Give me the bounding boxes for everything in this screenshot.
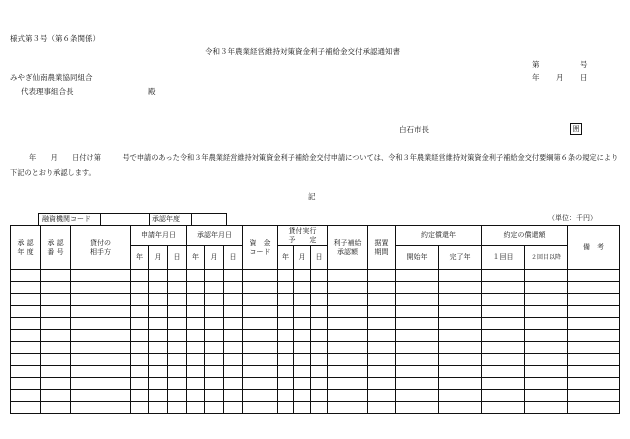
table-cell[interactable] — [294, 354, 311, 366]
header-day: 日 — [168, 246, 187, 270]
table-cell[interactable] — [71, 390, 131, 402]
table-cell[interactable] — [439, 342, 482, 354]
table-cell[interactable] — [71, 354, 131, 366]
table-cell[interactable] — [368, 378, 396, 390]
table-cell[interactable] — [328, 402, 368, 414]
table-cell[interactable] — [568, 294, 620, 306]
table-cell[interactable] — [224, 294, 243, 306]
table-row — [11, 378, 620, 390]
table-cell[interactable] — [525, 318, 568, 330]
table-cell[interactable] — [71, 366, 131, 378]
table-cell[interactable] — [41, 402, 71, 414]
table-cell[interactable] — [525, 342, 568, 354]
table-cell[interactable] — [187, 318, 205, 330]
table-cell[interactable] — [168, 366, 187, 378]
table-cell[interactable] — [278, 306, 294, 318]
table-cell[interactable] — [243, 366, 278, 378]
date-day: 日 — [580, 73, 588, 82]
header-first-time: １回目 — [482, 246, 525, 270]
table-cell[interactable] — [294, 270, 311, 282]
header-day: 日 — [311, 246, 328, 270]
table-cell[interactable] — [11, 330, 41, 342]
table-cell[interactable] — [294, 282, 311, 294]
table-cell[interactable] — [205, 330, 224, 342]
table-cell[interactable] — [368, 270, 396, 282]
table-cell[interactable] — [168, 282, 187, 294]
table-cell[interactable] — [131, 342, 149, 354]
table-cell[interactable] — [568, 330, 620, 342]
table-cell[interactable] — [41, 342, 71, 354]
approval-year-label: 承認年度 — [152, 215, 180, 223]
header-second-after: ２回目以降 — [525, 246, 568, 270]
table-cell[interactable] — [482, 342, 525, 354]
table-cell[interactable] — [11, 390, 41, 402]
table-cell[interactable] — [205, 342, 224, 354]
header-year: 年 — [131, 246, 149, 270]
header-month: 月 — [149, 246, 168, 270]
table-cell[interactable] — [482, 318, 525, 330]
doc-number-suffix: 号 — [580, 60, 588, 69]
table-cell[interactable] — [168, 402, 187, 414]
table-cell[interactable] — [41, 318, 71, 330]
table-cell[interactable] — [131, 378, 149, 390]
table-cell[interactable] — [224, 270, 243, 282]
table-cell[interactable] — [396, 402, 439, 414]
table-cell[interactable] — [11, 318, 41, 330]
table-cell[interactable] — [243, 270, 278, 282]
table-cell[interactable] — [71, 378, 131, 390]
table-cell[interactable] — [224, 378, 243, 390]
table-cell[interactable] — [149, 294, 168, 306]
table-cell[interactable] — [439, 390, 482, 402]
table-cell[interactable] — [328, 378, 368, 390]
table-cell[interactable] — [278, 282, 294, 294]
table-cell[interactable] — [224, 306, 243, 318]
table-cell[interactable] — [294, 378, 311, 390]
table-cell[interactable] — [131, 318, 149, 330]
table-cell[interactable] — [205, 294, 224, 306]
table-cell[interactable] — [224, 402, 243, 414]
header-application-date: 申請年月日 — [131, 226, 187, 246]
table-cell[interactable] — [11, 270, 41, 282]
table-cell[interactable] — [11, 306, 41, 318]
header-approval-year: 承 認 年 度 — [11, 226, 41, 270]
table-cell[interactable] — [525, 294, 568, 306]
table-cell[interactable] — [482, 294, 525, 306]
table-cell[interactable] — [278, 270, 294, 282]
table-cell[interactable] — [311, 378, 328, 390]
table-cell[interactable] — [187, 402, 205, 414]
table-cell[interactable] — [149, 366, 168, 378]
table-cell[interactable] — [41, 270, 71, 282]
table-cell[interactable] — [131, 294, 149, 306]
table-cell[interactable] — [311, 270, 328, 282]
table-row — [11, 330, 620, 342]
table-cell[interactable] — [482, 330, 525, 342]
date-month: 月 — [556, 73, 564, 82]
document-title: 令和３年農業経営維持対策資金利子補給金交付承認通知書 — [205, 47, 400, 56]
table-cell[interactable] — [482, 390, 525, 402]
table-cell[interactable] — [205, 270, 224, 282]
table-cell[interactable] — [71, 342, 131, 354]
table-cell[interactable] — [168, 306, 187, 318]
ki-heading: 記 — [308, 192, 316, 201]
table-cell[interactable] — [11, 354, 41, 366]
table-cell[interactable] — [525, 306, 568, 318]
table-cell[interactable] — [168, 390, 187, 402]
table-cell[interactable] — [224, 354, 243, 366]
table-cell[interactable] — [71, 318, 131, 330]
date-year: 年 — [532, 73, 540, 82]
table-cell[interactable] — [224, 366, 243, 378]
table-cell[interactable] — [482, 306, 525, 318]
table-cell[interactable] — [396, 306, 439, 318]
table-cell[interactable] — [311, 282, 328, 294]
table-cell[interactable] — [525, 354, 568, 366]
table-cell[interactable] — [294, 294, 311, 306]
table-cell[interactable] — [328, 330, 368, 342]
table-cell[interactable] — [71, 330, 131, 342]
table-cell[interactable] — [187, 306, 205, 318]
table-cell[interactable] — [71, 282, 131, 294]
table-cell[interactable] — [368, 354, 396, 366]
table-cell[interactable] — [368, 402, 396, 414]
table-cell[interactable] — [149, 270, 168, 282]
table-cell[interactable] — [439, 402, 482, 414]
table-cell[interactable] — [41, 378, 71, 390]
table-cell[interactable] — [149, 354, 168, 366]
header-remarks: 備 考 — [568, 226, 620, 270]
table-cell[interactable] — [224, 282, 243, 294]
bank-code-label: 融資機関コード — [42, 215, 91, 223]
table-cell[interactable] — [243, 342, 278, 354]
table-cell[interactable] — [243, 294, 278, 306]
table-cell[interactable] — [149, 330, 168, 342]
table-cell[interactable] — [311, 402, 328, 414]
table-cell[interactable] — [311, 318, 328, 330]
table-cell[interactable] — [568, 318, 620, 330]
table-cell[interactable] — [396, 354, 439, 366]
table-cell[interactable] — [525, 378, 568, 390]
header-subsidy-amount: 利子補給 承認額 — [328, 226, 368, 270]
table-cell[interactable] — [11, 402, 41, 414]
addressee-organization: みやぎ仙南農業協同組合 — [10, 73, 93, 82]
table-cell[interactable] — [149, 402, 168, 414]
approval-table — [10, 225, 620, 414]
table-cell[interactable] — [294, 366, 311, 378]
table-cell[interactable] — [278, 342, 294, 354]
table-cell[interactable] — [41, 390, 71, 402]
table-cell[interactable] — [41, 306, 71, 318]
table-cell[interactable] — [187, 366, 205, 378]
table-cell[interactable] — [149, 390, 168, 402]
header-year: 年 — [278, 246, 294, 270]
table-cell[interactable] — [396, 330, 439, 342]
table-cell[interactable] — [396, 294, 439, 306]
table-cell[interactable] — [294, 402, 311, 414]
table-cell[interactable] — [368, 318, 396, 330]
table-cell[interactable] — [205, 402, 224, 414]
table-cell[interactable] — [131, 306, 149, 318]
table-cell[interactable] — [525, 402, 568, 414]
table-cell[interactable] — [149, 282, 168, 294]
table-cell[interactable] — [131, 270, 149, 282]
table-cell[interactable] — [294, 306, 311, 318]
table-cell[interactable] — [368, 390, 396, 402]
table-cell[interactable] — [168, 378, 187, 390]
table-cell[interactable] — [168, 354, 187, 366]
table-cell[interactable] — [368, 366, 396, 378]
table-cell[interactable] — [396, 342, 439, 354]
table-cell[interactable] — [396, 318, 439, 330]
header-repayment-amount: 約定の償還額 — [482, 226, 568, 246]
table-cell[interactable] — [396, 378, 439, 390]
table-row — [11, 294, 620, 306]
table-cell[interactable] — [328, 366, 368, 378]
table-cell[interactable] — [131, 330, 149, 342]
table-cell[interactable] — [328, 342, 368, 354]
table-cell[interactable] — [294, 390, 311, 402]
table-cell[interactable] — [243, 306, 278, 318]
table-cell[interactable] — [328, 354, 368, 366]
table-cell[interactable] — [41, 282, 71, 294]
table-cell[interactable] — [71, 294, 131, 306]
table-cell[interactable] — [568, 282, 620, 294]
header-approval-number: 承 認 番 号 — [41, 226, 71, 270]
table-cell[interactable] — [439, 294, 482, 306]
table-cell[interactable] — [224, 318, 243, 330]
table-cell[interactable] — [187, 378, 205, 390]
table-cell[interactable] — [439, 270, 482, 282]
table-cell[interactable] — [205, 390, 224, 402]
table-cell[interactable] — [439, 366, 482, 378]
table-cell[interactable] — [396, 366, 439, 378]
table-row — [11, 306, 620, 318]
table-cell[interactable] — [278, 330, 294, 342]
honorific: 殿 — [148, 87, 156, 96]
table-body — [11, 270, 620, 414]
table-row — [11, 390, 620, 402]
table-cell[interactable] — [568, 306, 620, 318]
table-cell[interactable] — [311, 390, 328, 402]
table-cell[interactable] — [525, 390, 568, 402]
table-cell[interactable] — [328, 270, 368, 282]
table-cell[interactable] — [41, 354, 71, 366]
table-cell[interactable] — [41, 330, 71, 342]
table-row — [11, 402, 620, 414]
table-cell[interactable] — [568, 354, 620, 366]
table-cell[interactable] — [294, 318, 311, 330]
table-cell[interactable] — [278, 354, 294, 366]
table-cell[interactable] — [224, 330, 243, 342]
table-cell[interactable] — [205, 366, 224, 378]
table-cell[interactable] — [149, 306, 168, 318]
table-cell[interactable] — [187, 282, 205, 294]
table-cell[interactable] — [568, 378, 620, 390]
table-cell[interactable] — [168, 330, 187, 342]
table-cell[interactable] — [243, 354, 278, 366]
table-cell[interactable] — [149, 378, 168, 390]
table-cell[interactable] — [311, 294, 328, 306]
table-cell[interactable] — [11, 342, 41, 354]
table-cell[interactable] — [168, 342, 187, 354]
table-cell[interactable] — [243, 282, 278, 294]
table-cell[interactable] — [205, 318, 224, 330]
table-cell[interactable] — [278, 294, 294, 306]
header-day: 日 — [224, 246, 243, 270]
header-end-year: 完了年 — [439, 246, 482, 270]
table-cell[interactable] — [525, 270, 568, 282]
header-month: 月 — [294, 246, 311, 270]
table-cell[interactable] — [439, 330, 482, 342]
table-cell[interactable] — [278, 318, 294, 330]
table-cell[interactable] — [187, 330, 205, 342]
table-cell[interactable] — [439, 282, 482, 294]
table-cell[interactable] — [568, 342, 620, 354]
table-cell[interactable] — [568, 390, 620, 402]
table-row — [11, 354, 620, 366]
header-start-year: 開始年 — [396, 246, 439, 270]
table-row — [11, 366, 620, 378]
table-row — [11, 282, 620, 294]
table-cell[interactable] — [439, 318, 482, 330]
table-cell[interactable] — [396, 390, 439, 402]
table-cell[interactable] — [328, 390, 368, 402]
table-cell[interactable] — [205, 306, 224, 318]
table-cell[interactable] — [525, 330, 568, 342]
table-cell[interactable] — [311, 366, 328, 378]
table-cell[interactable] — [278, 402, 294, 414]
table-cell[interactable] — [11, 294, 41, 306]
table-cell[interactable] — [205, 354, 224, 366]
table-cell[interactable] — [168, 270, 187, 282]
form-code: 様式第３号（第６条関係） — [10, 34, 100, 43]
header-year: 年 — [187, 246, 205, 270]
table-cell[interactable] — [131, 366, 149, 378]
table-row — [11, 342, 620, 354]
table-cell[interactable] — [41, 294, 71, 306]
addressee-representative: 代表理事組合長 — [21, 87, 74, 96]
table-cell[interactable] — [243, 318, 278, 330]
table-row — [11, 318, 620, 330]
table-cell[interactable] — [11, 378, 41, 390]
table-cell[interactable] — [396, 270, 439, 282]
header-grace-period: 据置 期間 — [368, 226, 396, 270]
header-month: 月 — [205, 246, 224, 270]
table-cell[interactable] — [525, 366, 568, 378]
table-cell[interactable] — [224, 342, 243, 354]
table-cell[interactable] — [368, 294, 396, 306]
table-row — [11, 270, 620, 282]
table-cell[interactable] — [525, 282, 568, 294]
table-cell[interactable] — [131, 354, 149, 366]
table-cell[interactable] — [482, 366, 525, 378]
table-cell[interactable] — [482, 378, 525, 390]
body-paragraph: 年 月 日付け第 号で申請のあった令和３年農業経営維持対策資金利子補給金交付申請については、令和３年農業経営維持対策資金利子補給金交付要綱第６条の規定により下記のとおり承認します。 — [10, 153, 619, 177]
table-cell[interactable] — [224, 390, 243, 402]
table-cell[interactable] — [482, 402, 525, 414]
table-cell[interactable] — [368, 306, 396, 318]
table-cell[interactable] — [243, 378, 278, 390]
table-cell[interactable] — [243, 330, 278, 342]
table-cell[interactable] — [568, 366, 620, 378]
table-cell[interactable] — [278, 390, 294, 402]
table-cell[interactable] — [328, 306, 368, 318]
table-cell[interactable] — [187, 354, 205, 366]
table-cell[interactable] — [278, 366, 294, 378]
table-cell[interactable] — [205, 378, 224, 390]
table-cell[interactable] — [368, 282, 396, 294]
table-cell[interactable] — [439, 354, 482, 366]
table-cell[interactable] — [41, 366, 71, 378]
table-cell[interactable] — [278, 378, 294, 390]
table-cell[interactable] — [205, 282, 224, 294]
table-cell[interactable] — [311, 306, 328, 318]
table-cell[interactable] — [243, 402, 278, 414]
table-cell[interactable] — [149, 342, 168, 354]
header-approval-date: 承認年月日 — [187, 226, 243, 246]
table-cell[interactable] — [131, 402, 149, 414]
table-cell[interactable] — [368, 342, 396, 354]
table-cell[interactable] — [71, 402, 131, 414]
table-cell[interactable] — [568, 402, 620, 414]
table-cell[interactable] — [168, 318, 187, 330]
doc-number-prefix: 第 — [532, 60, 540, 69]
header-repayment-years: 約定償還年 — [396, 226, 482, 246]
table-cell[interactable] — [131, 390, 149, 402]
header-loan-schedule: 貸付実行 予 定 — [278, 226, 328, 246]
table-cell[interactable] — [482, 354, 525, 366]
table-cell[interactable] — [11, 282, 41, 294]
seal-mark: 囲 — [570, 123, 582, 135]
table-cell[interactable] — [311, 354, 328, 366]
table-cell[interactable] — [482, 282, 525, 294]
table-cell[interactable] — [187, 390, 205, 402]
issuer: 白石市長 — [399, 125, 429, 134]
table-cell[interactable] — [294, 342, 311, 354]
table-cell[interactable] — [187, 294, 205, 306]
table-cell[interactable] — [131, 282, 149, 294]
table-cell[interactable] — [71, 270, 131, 282]
unit-label: （単位：千円） — [548, 214, 597, 222]
table-cell[interactable] — [294, 330, 311, 342]
header-borrower: 貸付の 相手方 — [71, 226, 131, 270]
table-cell[interactable] — [168, 294, 187, 306]
table-cell[interactable] — [328, 294, 368, 306]
table-cell[interactable] — [243, 390, 278, 402]
table-cell[interactable] — [328, 282, 368, 294]
table-cell[interactable] — [482, 270, 525, 282]
table-cell[interactable] — [187, 342, 205, 354]
table-cell[interactable] — [11, 366, 41, 378]
table-cell[interactable] — [187, 270, 205, 282]
header-fund-code: 資 金 コード — [243, 226, 278, 270]
table-cell[interactable] — [439, 378, 482, 390]
table-cell[interactable] — [149, 318, 168, 330]
table-cell[interactable] — [368, 330, 396, 342]
table-cell[interactable] — [328, 318, 368, 330]
table-cell[interactable] — [71, 306, 131, 318]
table-cell[interactable] — [311, 342, 328, 354]
table-cell[interactable] — [396, 282, 439, 294]
table-cell[interactable] — [568, 270, 620, 282]
table-cell[interactable] — [439, 306, 482, 318]
table-cell[interactable] — [311, 330, 328, 342]
